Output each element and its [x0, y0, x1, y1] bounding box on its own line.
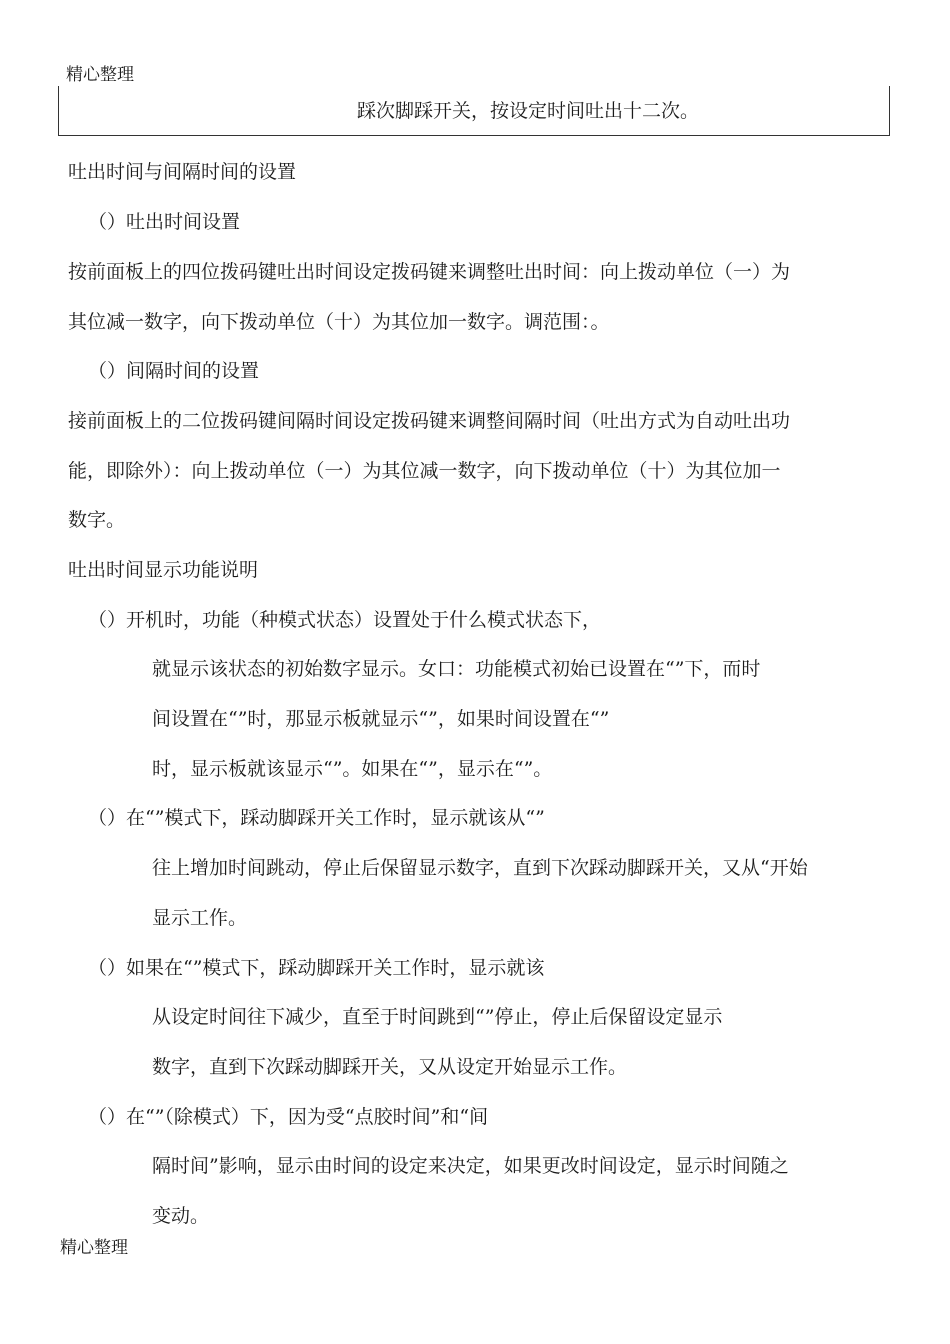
list-item: （）如果在“”模式下，踩动脚踩开关工作时，显示就该	[88, 957, 545, 979]
paragraph-line: 按前面板上的四位拨码键吐出时间设定拨码键来调整吐出时间：向上拨动单位（一）为	[68, 261, 791, 283]
list-item-continuation: 间设置在“”时，那显示板就显示“”，如果时间设置在“”	[152, 708, 610, 730]
subheading-dispense-time: （）吐出时间设置	[88, 211, 241, 233]
subheading-interval-time: （）间隔时间的设置	[88, 360, 260, 382]
table-fragment	[58, 86, 890, 136]
paragraph-line: 接前面板上的二位拨码键间隔时间设定拨码键来调整间隔时间（吐出方式为自动吐出功	[68, 410, 791, 432]
list-item-continuation: 往上增加时间跳动，停止后保留显示数字，直到下次踩动脚踩开关，又从“开始	[152, 857, 808, 879]
list-item: （）在“”模式下，踩动脚踩开关工作时，显示就该从“”	[88, 807, 545, 829]
page-footer: 精心整理	[60, 1238, 128, 1258]
list-item-continuation: 隔时间”影响，显示由时间的设定来决定，如果更改时间设定，显示时间随之	[152, 1155, 789, 1177]
section-heading-timing: 吐出时间与间隔时间的设置	[68, 161, 297, 183]
list-item-continuation: 显示工作。	[152, 907, 248, 929]
list-item-continuation: 数字，直到下次踩动脚踩开关，又从设定开始显示工作。	[152, 1056, 628, 1078]
list-item-continuation: 从设定时间往下减少，直至于时间跳到“”停止，停止后保留设定显示	[152, 1006, 723, 1028]
paragraph-line: 数字。	[68, 509, 126, 531]
list-item: （）在“”（除模式）下，因为受“点胶时间”和“间	[88, 1106, 489, 1128]
table-cell-text: 踩次脚踩开关，按设定时间吐出十二次。	[357, 100, 700, 122]
paragraph-line: 能，即除外）：向上拨动单位（一）为其位减一数字，向下拨动单位（十）为其位加一	[68, 460, 781, 482]
section-heading-display: 吐出时间显示功能说明	[68, 559, 259, 581]
list-item: （）开机时，功能（种模式状态）设置处于什么模式状态下，	[88, 609, 602, 631]
list-item-continuation: 就显示该状态的初始数字显示。女口：功能模式初始已设置在“”下，而时	[152, 658, 761, 680]
list-item-continuation: 时，显示板就该显示“”。如果在“”，显示在“”。	[152, 758, 553, 780]
list-item-continuation: 变动。	[152, 1205, 210, 1227]
page-header: 精心整理	[66, 65, 134, 85]
paragraph-line: 其位减一数字，向下拨动单位（十）为其位加一数字。调范围：。	[68, 311, 610, 333]
